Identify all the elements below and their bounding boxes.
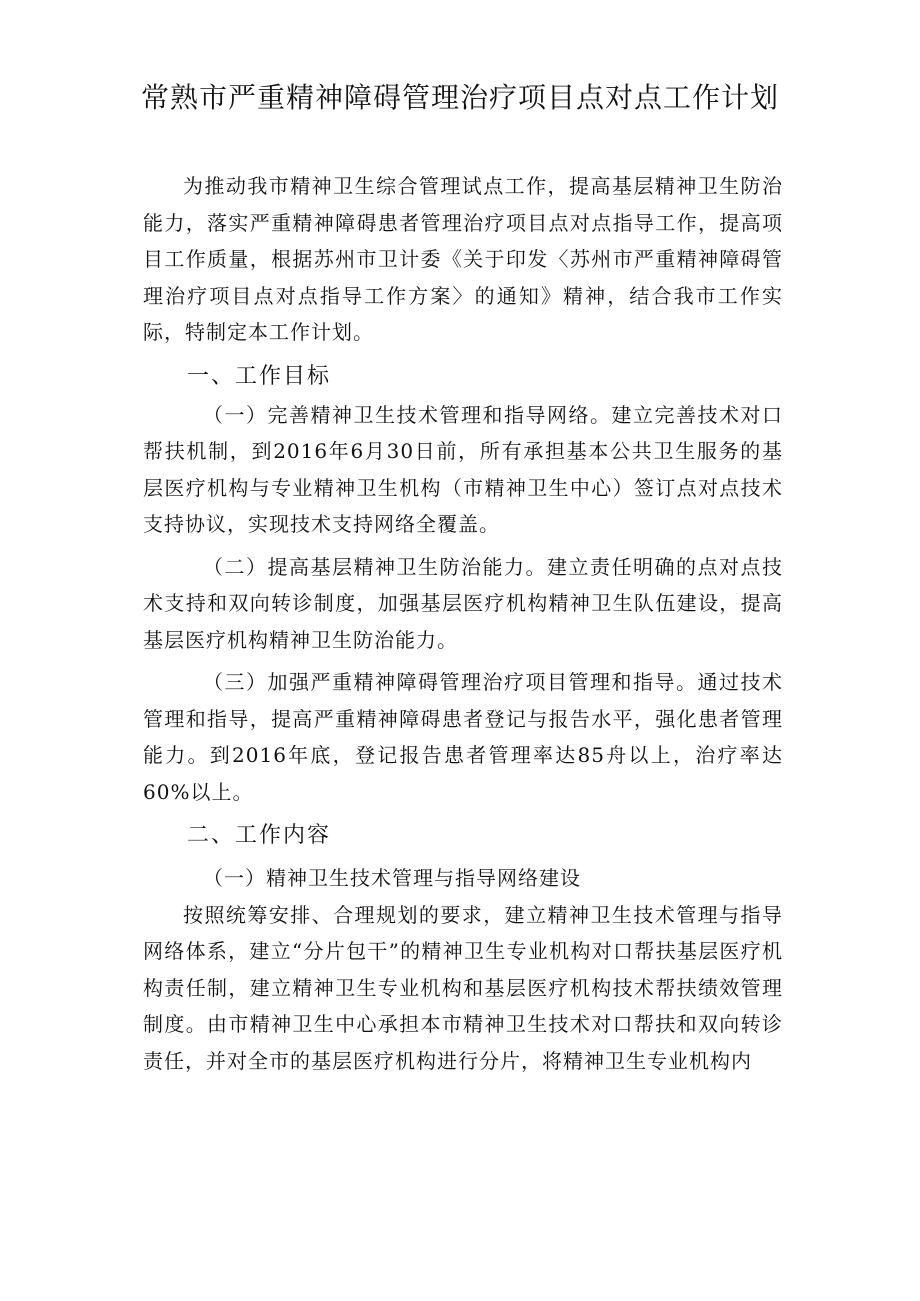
goal-item-2: （二）提高基层精神卫生防治能力。建立责任明确的点对点技术支持和双向转诊制度，加强基层医疗机构精神卫生队伍建设，提高基层医疗机构精神卫生防治能力。 (143, 554, 783, 652)
section-heading-goals: 一、工作目标 (187, 363, 332, 389)
goal-item-3: （三）加强严重精神障碍管理治疗项目管理和指导。通过技术管理和指导，提高严重精神障碍患者登记与报告水平，强化患者管理能力。到2016年底，登记报告患者管理率达85舟以上，治疗率达60%以上。 (143, 670, 783, 804)
document-body (143, 168, 783, 1079)
intro-paragraph: 为推动我市精神卫生综合管理试点工作，提高基层精神卫生防治能力，落实严重精神障碍患者管理治疗项目点对点指导工作，提高项目工作质量，根据苏州市卫计委《关于印发〈苏州市严重精神障碍管理治疗项目点对点指导工作方案〉的通知》精神，结合我市工作实际，特制定本工作计划。 (143, 174, 783, 344)
goal-item-1: （一）完善精神卫生技术管理和指导网络。建立完善技术对口帮扶机制，到2016年6月30日前，所有承担基本公共卫生服务的基层医疗机构与专业精神卫生机构（市精神卫生中心）签订点对点技术支持协议，实现技术支持网络全覆盖。 (143, 402, 783, 536)
network-paragraph: 按照统筹安排、合理规划的要求，建立精神卫生技术管理与指导网络体系，建立“分片包干”的精神卫生专业机构对口帮扶基层医疗机构责任制，建立精神卫生专业机构和基层医疗机构技术帮扶绩效管理制度。由市精神卫生中心承担本市精神卫生技术对口帮扶和双向转诊责任，并对全市的基层医疗机构进行分片，将精神卫生专业机构内 (143, 902, 783, 1073)
document-title: 常熟市严重精神障碍管理治疗项目点对点工作计划 (140, 81, 779, 114)
subsection-heading-network: （一）精神卫生技术管理与指导网络建设 (203, 866, 581, 890)
section-heading-content: 二、工作内容 (187, 823, 332, 848)
